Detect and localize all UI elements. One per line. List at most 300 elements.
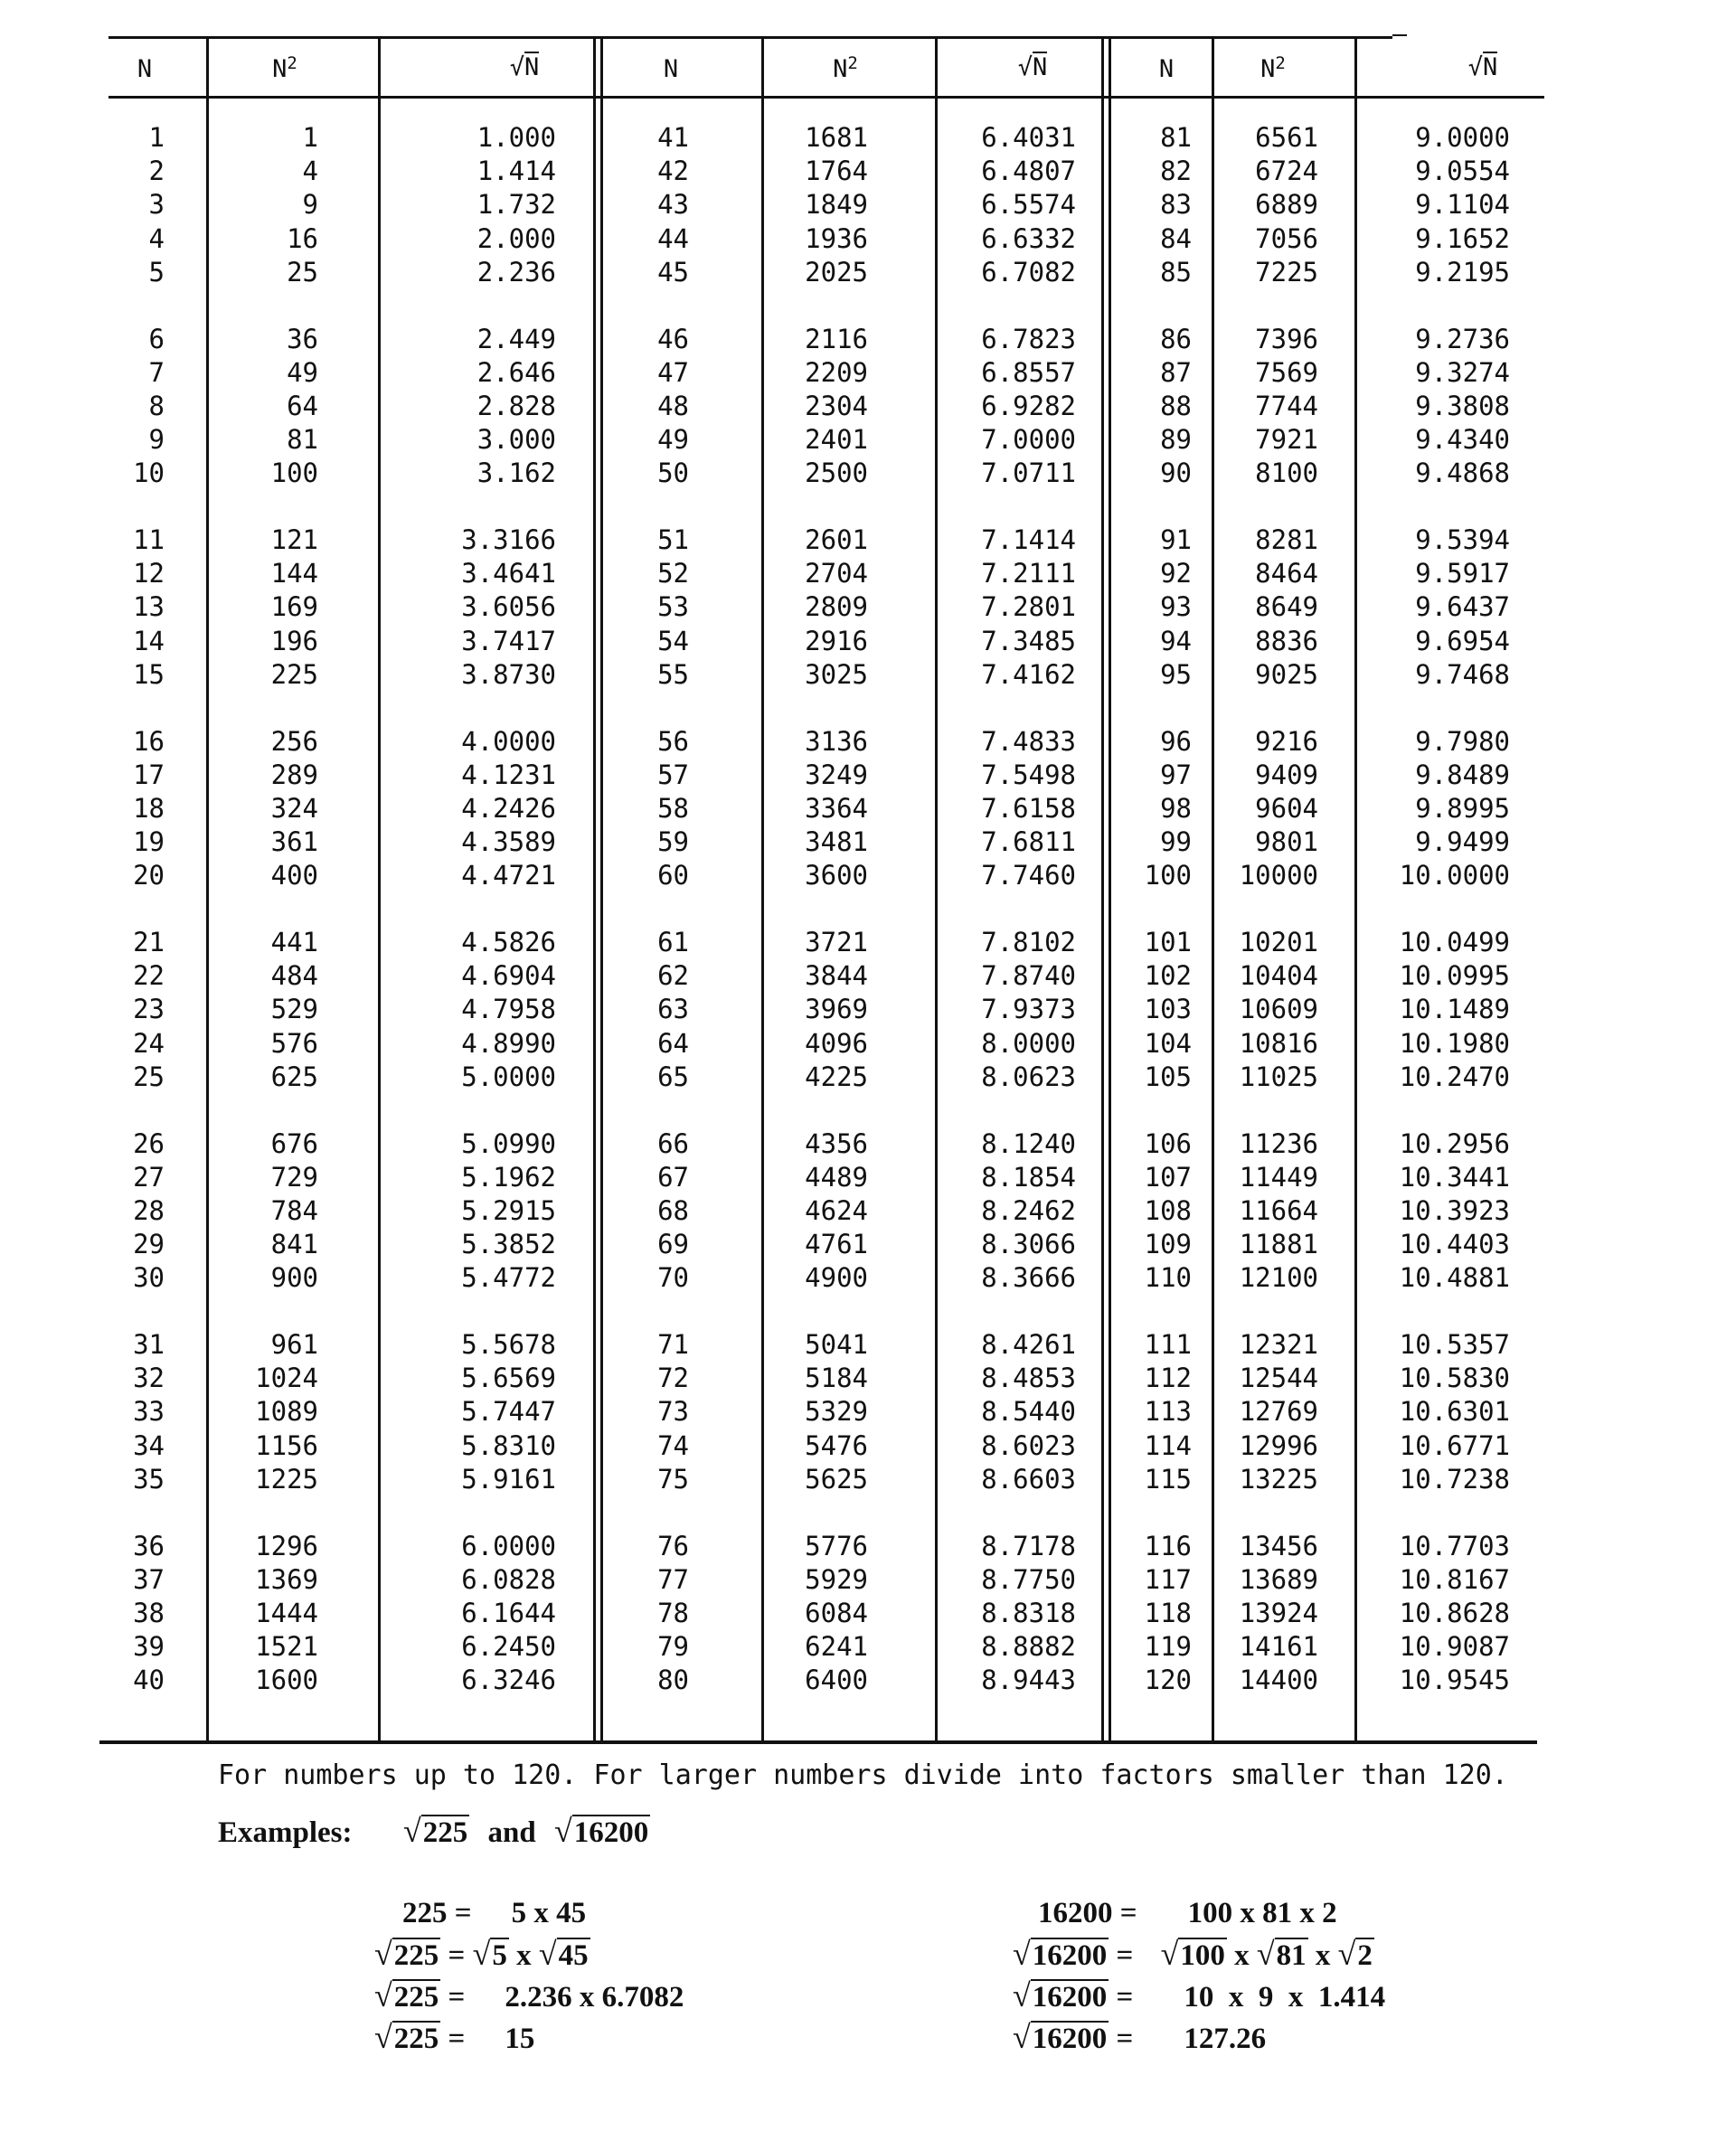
cell-n: 68 xyxy=(657,1194,689,1226)
cell-n-squared: 2116 xyxy=(805,323,868,354)
cell-square-root: 9.7980 xyxy=(1415,725,1510,757)
cell-square-root: 10.7238 xyxy=(1399,1463,1510,1495)
cell-square-root: 10.5357 xyxy=(1399,1329,1510,1360)
cell-n-squared: 10404 xyxy=(1239,960,1318,992)
cell-n-squared: 1369 xyxy=(255,1563,318,1595)
cell-n: 106 xyxy=(1144,1127,1192,1159)
cell-square-root: 10.7703 xyxy=(1399,1530,1510,1561)
cell-n-squared: 1156 xyxy=(255,1429,318,1461)
cell-n: 45 xyxy=(657,256,689,288)
table-top-rule xyxy=(108,36,1392,39)
cell-square-root: 9.5394 xyxy=(1415,524,1510,555)
cell-n-squared: 9604 xyxy=(1255,792,1318,824)
cell-n: 12 xyxy=(133,558,165,589)
cell-n: 25 xyxy=(133,1061,165,1092)
cell-square-root: 10.8628 xyxy=(1399,1597,1510,1628)
header-n-squared: $N^2$ xyxy=(272,53,297,83)
cell-n: 98 xyxy=(1160,792,1192,824)
cell-square-root: 4.4721 xyxy=(461,860,556,891)
cell-n: 4 xyxy=(148,222,165,254)
cell-square-root: 6.0000 xyxy=(461,1530,556,1561)
cell-n-squared: 4 xyxy=(302,156,318,187)
cell-square-root: 9.7468 xyxy=(1415,658,1510,690)
cell-n: 82 xyxy=(1160,156,1192,187)
cell-square-root: 9.1652 xyxy=(1415,222,1510,254)
cell-square-root: 6.7823 xyxy=(981,323,1076,354)
cell-n-squared: 7921 xyxy=(1255,424,1318,456)
cell-n: 102 xyxy=(1144,960,1192,992)
cell-n: 81 xyxy=(1160,122,1192,153)
cell-square-root: 9.0000 xyxy=(1415,122,1510,153)
cell-square-root: 5.0990 xyxy=(461,1127,556,1159)
cell-n-squared: 1521 xyxy=(255,1631,318,1663)
cell-n-squared: 4096 xyxy=(805,1027,868,1059)
cell-n: 100 xyxy=(1144,860,1192,891)
cell-square-root: 9.1104 xyxy=(1415,189,1510,221)
cell-n-squared: 121 xyxy=(270,524,318,555)
cell-n-squared: 4624 xyxy=(805,1194,868,1226)
column-divider xyxy=(1109,36,1111,1740)
cell-n-squared: 841 xyxy=(270,1229,318,1260)
cell-n: 86 xyxy=(1160,323,1192,354)
cell-square-root: 2.000 xyxy=(476,222,556,254)
cell-n-squared: 11449 xyxy=(1239,1161,1318,1193)
cell-n-squared: 3600 xyxy=(805,860,868,891)
cell-n: 63 xyxy=(657,994,689,1025)
cell-n: 43 xyxy=(657,189,689,221)
cell-n-squared: 529 xyxy=(270,994,318,1025)
cell-n-squared: 4900 xyxy=(805,1262,868,1294)
cell-n-squared: 196 xyxy=(270,625,318,656)
cell-square-root: 7.6158 xyxy=(981,792,1076,824)
cell-n: 9 xyxy=(148,424,165,456)
cell-square-root: 9.2736 xyxy=(1415,323,1510,354)
cell-square-root: 4.2426 xyxy=(461,792,556,824)
cell-square-root: 3.4641 xyxy=(461,558,556,589)
cell-n-squared: 13456 xyxy=(1239,1530,1318,1561)
cell-n-squared: 6084 xyxy=(805,1597,868,1628)
cell-square-root: 4.1231 xyxy=(461,759,556,790)
cell-n: 2 xyxy=(148,156,165,187)
cell-n-squared: 7056 xyxy=(1255,222,1318,254)
cell-n: 33 xyxy=(133,1396,165,1428)
cell-square-root: 8.3066 xyxy=(981,1229,1076,1260)
cell-n-squared: 2809 xyxy=(805,591,868,623)
cell-n: 31 xyxy=(133,1329,165,1360)
example-b-line-1: 16200 = 100 x 81 x 2 xyxy=(1038,1897,1337,1929)
header-square-root: √N xyxy=(1017,53,1048,81)
cell-n: 40 xyxy=(133,1665,165,1696)
cell-n-squared: 625 xyxy=(270,1061,318,1092)
cell-n: 118 xyxy=(1144,1597,1192,1628)
column-divider xyxy=(761,36,764,1740)
cell-square-root: 5.4772 xyxy=(461,1262,556,1294)
cell-n: 38 xyxy=(133,1597,165,1628)
cell-n-squared: 6241 xyxy=(805,1631,868,1663)
cell-n: 111 xyxy=(1144,1329,1192,1360)
header-rule xyxy=(108,96,1544,99)
cell-n: 74 xyxy=(657,1429,689,1461)
cell-n: 117 xyxy=(1144,1563,1192,1595)
cell-n-squared: 8464 xyxy=(1255,558,1318,589)
cell-n-squared: 7744 xyxy=(1255,390,1318,421)
cell-n: 114 xyxy=(1144,1429,1192,1461)
cell-n: 108 xyxy=(1144,1194,1192,1226)
cell-n-squared: 2601 xyxy=(805,524,868,555)
cell-square-root: 6.0828 xyxy=(461,1563,556,1595)
cell-n-squared: 3025 xyxy=(805,658,868,690)
cell-square-root: 1.732 xyxy=(476,189,556,221)
cell-square-root: 3.7417 xyxy=(461,625,556,656)
cell-square-root: 7.2111 xyxy=(981,558,1076,589)
cell-n: 50 xyxy=(657,457,689,489)
cell-square-root: 10.4881 xyxy=(1399,1262,1510,1294)
cell-n-squared: 225 xyxy=(270,658,318,690)
cell-square-root: 7.4833 xyxy=(981,725,1076,757)
column-divider xyxy=(600,36,603,1740)
cell-n-squared: 676 xyxy=(270,1127,318,1159)
cell-n-squared: 144 xyxy=(270,558,318,589)
cell-square-root: 10.9545 xyxy=(1399,1665,1510,1696)
cell-n-squared: 2209 xyxy=(805,356,868,388)
cell-n-squared: 1089 xyxy=(255,1396,318,1428)
cell-n: 5 xyxy=(148,256,165,288)
cell-square-root: 10.6301 xyxy=(1399,1396,1510,1428)
cell-square-root: 7.9373 xyxy=(981,994,1076,1025)
cell-n-squared: 324 xyxy=(270,792,318,824)
column-divider xyxy=(1101,36,1104,1740)
cell-square-root: 2.646 xyxy=(476,356,556,388)
cell-square-root: 6.7082 xyxy=(981,256,1076,288)
cell-n-squared: 1764 xyxy=(805,156,868,187)
cell-square-root: 10.0000 xyxy=(1399,860,1510,891)
cell-n-squared: 12100 xyxy=(1239,1262,1318,1294)
cell-square-root: 8.9443 xyxy=(981,1665,1076,1696)
cell-square-root: 7.6811 xyxy=(981,826,1076,858)
cell-n-squared: 1936 xyxy=(805,222,868,254)
cell-n: 70 xyxy=(657,1262,689,1294)
cell-n-squared: 1681 xyxy=(805,122,868,153)
cell-square-root: 10.3441 xyxy=(1399,1161,1510,1193)
cell-n: 56 xyxy=(657,725,689,757)
cell-n: 3 xyxy=(148,189,165,221)
cell-square-root: 4.5826 xyxy=(461,927,556,957)
cell-n-squared: 36 xyxy=(287,323,318,354)
cell-square-root: 8.7178 xyxy=(981,1530,1076,1561)
cell-square-root: 4.6904 xyxy=(461,960,556,992)
cell-n-squared: 14161 xyxy=(1239,1631,1318,1663)
cell-square-root: 7.8740 xyxy=(981,960,1076,992)
cell-n: 23 xyxy=(133,994,165,1025)
cell-square-root: 9.6437 xyxy=(1415,591,1510,623)
cell-square-root: 7.1414 xyxy=(981,524,1076,555)
cell-n-squared: 8836 xyxy=(1255,625,1318,656)
cell-n-squared: 4761 xyxy=(805,1229,868,1260)
cell-square-root: 8.0000 xyxy=(981,1027,1076,1059)
cell-n: 83 xyxy=(1160,189,1192,221)
cell-n: 53 xyxy=(657,591,689,623)
cell-n-squared: 8649 xyxy=(1255,591,1318,623)
cell-square-root: 10.0499 xyxy=(1399,927,1510,957)
cell-n-squared: 2500 xyxy=(805,457,868,489)
cell-n: 54 xyxy=(657,625,689,656)
cell-n-squared: 5184 xyxy=(805,1363,868,1394)
cell-n-squared: 10000 xyxy=(1239,860,1318,891)
cell-n: 99 xyxy=(1160,826,1192,858)
cell-square-root: 7.3485 xyxy=(981,625,1076,656)
cell-n-squared: 49 xyxy=(287,356,318,388)
cell-n-squared: 12321 xyxy=(1239,1329,1318,1360)
cell-n: 36 xyxy=(133,1530,165,1561)
cell-square-root: 8.2462 xyxy=(981,1194,1076,1226)
cell-n: 55 xyxy=(657,658,689,690)
cell-square-root: 9.0554 xyxy=(1415,156,1510,187)
cell-square-root: 3.8730 xyxy=(461,658,556,690)
cell-n-squared: 12544 xyxy=(1239,1363,1318,1394)
cell-n: 44 xyxy=(657,222,689,254)
cell-n-squared: 5041 xyxy=(805,1329,868,1360)
cell-n-squared: 6724 xyxy=(1255,156,1318,187)
cell-n-squared: 3481 xyxy=(805,826,868,858)
cell-square-root: 2.449 xyxy=(476,323,556,354)
cell-n: 107 xyxy=(1144,1161,1192,1193)
cell-n-squared: 5329 xyxy=(805,1396,868,1428)
example-a-line-2: √225 = √5 x √45 xyxy=(374,1936,589,1972)
header-n-squared: $N^2$ xyxy=(1260,53,1286,83)
cell-square-root: 6.4807 xyxy=(981,156,1076,187)
cell-n-squared: 7225 xyxy=(1255,256,1318,288)
cell-square-root: 6.4031 xyxy=(981,122,1076,153)
cell-n: 90 xyxy=(1160,457,1192,489)
cell-square-root: 7.0000 xyxy=(981,424,1076,456)
cell-n: 84 xyxy=(1160,222,1192,254)
cell-n: 10 xyxy=(133,457,165,489)
cell-n: 93 xyxy=(1160,591,1192,623)
cell-n-squared: 484 xyxy=(270,960,318,992)
cell-n-squared: 81 xyxy=(287,424,318,456)
cell-n: 14 xyxy=(133,625,165,656)
cell-square-root: 5.3852 xyxy=(461,1229,556,1260)
cell-n-squared: 10609 xyxy=(1239,994,1318,1025)
cell-n: 95 xyxy=(1160,658,1192,690)
column-divider xyxy=(206,36,209,1740)
cell-square-root: 9.2195 xyxy=(1415,256,1510,288)
cell-n-squared: 14400 xyxy=(1239,1665,1318,1696)
cell-square-root: 10.1980 xyxy=(1399,1027,1510,1059)
cell-n-squared: 11025 xyxy=(1239,1061,1318,1092)
cell-n-squared: 2916 xyxy=(805,625,868,656)
cell-n: 21 xyxy=(133,927,165,957)
examples-and: and xyxy=(487,1816,536,1849)
cell-square-root: 8.7750 xyxy=(981,1563,1076,1595)
cell-square-root: 3.3166 xyxy=(461,524,556,555)
cell-n: 75 xyxy=(657,1463,689,1495)
cell-square-root: 9.3808 xyxy=(1415,390,1510,421)
examples-heading xyxy=(218,1812,650,1850)
cell-n-squared: 9025 xyxy=(1255,658,1318,690)
cell-n: 24 xyxy=(133,1027,165,1059)
cell-square-root: 8.8318 xyxy=(981,1597,1076,1628)
cell-n-squared: 5776 xyxy=(805,1530,868,1561)
cell-n-squared: 9 xyxy=(302,189,318,221)
cell-n: 119 xyxy=(1144,1631,1192,1663)
examples-label: Examples: xyxy=(218,1816,353,1849)
cell-n: 78 xyxy=(657,1597,689,1628)
cell-n: 69 xyxy=(657,1229,689,1260)
cell-n: 101 xyxy=(1144,927,1192,957)
cell-n-squared: 1024 xyxy=(255,1363,318,1394)
cell-n-squared: 3844 xyxy=(805,960,868,992)
cell-n: 115 xyxy=(1144,1463,1192,1495)
cell-n-squared: 2401 xyxy=(805,424,868,456)
cell-square-root: 4.0000 xyxy=(461,725,556,757)
cell-n: 26 xyxy=(133,1127,165,1159)
cell-n: 37 xyxy=(133,1563,165,1595)
cell-square-root: 6.1644 xyxy=(461,1597,556,1628)
cell-square-root: 5.1962 xyxy=(461,1161,556,1193)
header-square-root: √N xyxy=(509,53,540,81)
cell-n-squared: 8100 xyxy=(1255,457,1318,489)
cell-square-root: 7.5498 xyxy=(981,759,1076,790)
cell-n-squared: 6889 xyxy=(1255,189,1318,221)
cell-n: 116 xyxy=(1144,1530,1192,1561)
cell-square-root: 9.8995 xyxy=(1415,792,1510,824)
cell-n: 64 xyxy=(657,1027,689,1059)
cell-n-squared: 25 xyxy=(287,256,318,288)
cell-square-root: 5.6569 xyxy=(461,1363,556,1394)
example-a-line-4: √225 = 15 xyxy=(374,2019,535,2055)
cell-n: 18 xyxy=(133,792,165,824)
cell-n: 19 xyxy=(133,826,165,858)
cell-n: 76 xyxy=(657,1530,689,1561)
cell-square-root: 5.7447 xyxy=(461,1396,556,1428)
cell-square-root: 4.3589 xyxy=(461,826,556,858)
cell-n: 52 xyxy=(657,558,689,589)
cell-n-squared: 10201 xyxy=(1239,927,1318,957)
header-n: N xyxy=(663,55,679,83)
cell-square-root: 8.3666 xyxy=(981,1262,1076,1294)
cell-square-root: 5.9161 xyxy=(461,1463,556,1495)
cell-n: 1 xyxy=(148,122,165,153)
cell-square-root: 10.5830 xyxy=(1399,1363,1510,1394)
cell-square-root: 7.0711 xyxy=(981,457,1076,489)
cell-square-root: 8.6023 xyxy=(981,1429,1076,1461)
cell-n: 35 xyxy=(133,1463,165,1495)
cell-square-root: 8.5440 xyxy=(981,1396,1076,1428)
cell-n: 110 xyxy=(1144,1262,1192,1294)
cell-n: 51 xyxy=(657,524,689,555)
cell-n: 42 xyxy=(657,156,689,187)
cell-square-root: 6.5574 xyxy=(981,189,1076,221)
cell-n: 96 xyxy=(1160,725,1192,757)
cell-square-root: 6.3246 xyxy=(461,1665,556,1696)
cell-n-squared: 4225 xyxy=(805,1061,868,1092)
cell-n-squared: 1849 xyxy=(805,189,868,221)
cell-n: 20 xyxy=(133,860,165,891)
cell-square-root: 10.2956 xyxy=(1399,1127,1510,1159)
cell-n: 8 xyxy=(148,390,165,421)
cell-n-squared: 5476 xyxy=(805,1429,868,1461)
cell-square-root: 4.8990 xyxy=(461,1027,556,1059)
cell-n-squared: 12769 xyxy=(1239,1396,1318,1428)
cell-square-root: 10.4403 xyxy=(1399,1229,1510,1260)
cell-n: 41 xyxy=(657,122,689,153)
cell-square-root: 10.2470 xyxy=(1399,1061,1510,1092)
cell-n: 15 xyxy=(133,658,165,690)
cell-n: 94 xyxy=(1160,625,1192,656)
cell-square-root: 8.1854 xyxy=(981,1161,1076,1193)
cell-n-squared: 6400 xyxy=(805,1665,868,1696)
cell-n-squared: 13689 xyxy=(1239,1563,1318,1595)
table-top-rule-right xyxy=(1392,34,1407,36)
cell-n: 59 xyxy=(657,826,689,858)
cell-n: 11 xyxy=(133,524,165,555)
header-n: N xyxy=(1158,55,1175,83)
cell-square-root: 10.6771 xyxy=(1399,1429,1510,1461)
cell-n-squared: 169 xyxy=(270,591,318,623)
cell-square-root: 6.8557 xyxy=(981,356,1076,388)
cell-n: 13 xyxy=(133,591,165,623)
cell-n: 89 xyxy=(1160,424,1192,456)
cell-n: 80 xyxy=(657,1665,689,1696)
cell-n: 109 xyxy=(1144,1229,1192,1260)
cell-n-squared: 3969 xyxy=(805,994,868,1025)
column-divider xyxy=(593,36,596,1740)
cell-n: 104 xyxy=(1144,1027,1192,1059)
cell-n-squared: 2704 xyxy=(805,558,868,589)
example-b-line-3: √16200 = 10 x 9 x 1.414 xyxy=(1013,1977,1386,2014)
cell-square-root: 6.9282 xyxy=(981,390,1076,421)
cell-n: 57 xyxy=(657,759,689,790)
cell-n: 46 xyxy=(657,323,689,354)
cell-n-squared: 1296 xyxy=(255,1530,318,1561)
cell-n: 72 xyxy=(657,1363,689,1394)
cell-square-root: 7.2801 xyxy=(981,591,1076,623)
cell-n: 49 xyxy=(657,424,689,456)
cell-square-root: 8.0623 xyxy=(981,1061,1076,1092)
cell-n: 22 xyxy=(133,960,165,992)
cell-n-squared: 729 xyxy=(270,1161,318,1193)
cell-n-squared: 2304 xyxy=(805,390,868,421)
cell-n: 61 xyxy=(657,927,689,957)
cell-square-root: 4.7958 xyxy=(461,994,556,1025)
cell-n: 47 xyxy=(657,356,689,388)
header-square-root: √N xyxy=(1467,53,1498,81)
example-b-line-4: √16200 = 127.26 xyxy=(1013,2019,1267,2055)
cell-square-root: 5.8310 xyxy=(461,1429,556,1461)
cell-n-squared: 100 xyxy=(270,457,318,489)
cell-n-squared: 1225 xyxy=(255,1463,318,1495)
cell-n-squared: 7569 xyxy=(1255,356,1318,388)
example-a-line-1: 225 = 5 x 45 xyxy=(402,1897,587,1929)
cell-n: 87 xyxy=(1160,356,1192,388)
cell-n: 120 xyxy=(1144,1665,1192,1696)
cell-n: 34 xyxy=(133,1429,165,1461)
cell-square-root: 3.162 xyxy=(476,457,556,489)
column-divider xyxy=(1212,36,1214,1740)
cell-n-squared: 64 xyxy=(287,390,318,421)
cell-n-squared: 13225 xyxy=(1239,1463,1318,1495)
cell-square-root: 9.6954 xyxy=(1415,625,1510,656)
cell-square-root: 8.1240 xyxy=(981,1127,1076,1159)
cell-n-squared: 1444 xyxy=(255,1597,318,1628)
cell-n-squared: 3721 xyxy=(805,927,868,957)
cell-square-root: 3.6056 xyxy=(461,591,556,623)
cell-n-squared: 12996 xyxy=(1239,1429,1318,1461)
cell-square-root: 2.236 xyxy=(476,256,556,288)
cell-n-squared: 11881 xyxy=(1239,1229,1318,1260)
cell-square-root: 10.3923 xyxy=(1399,1194,1510,1226)
